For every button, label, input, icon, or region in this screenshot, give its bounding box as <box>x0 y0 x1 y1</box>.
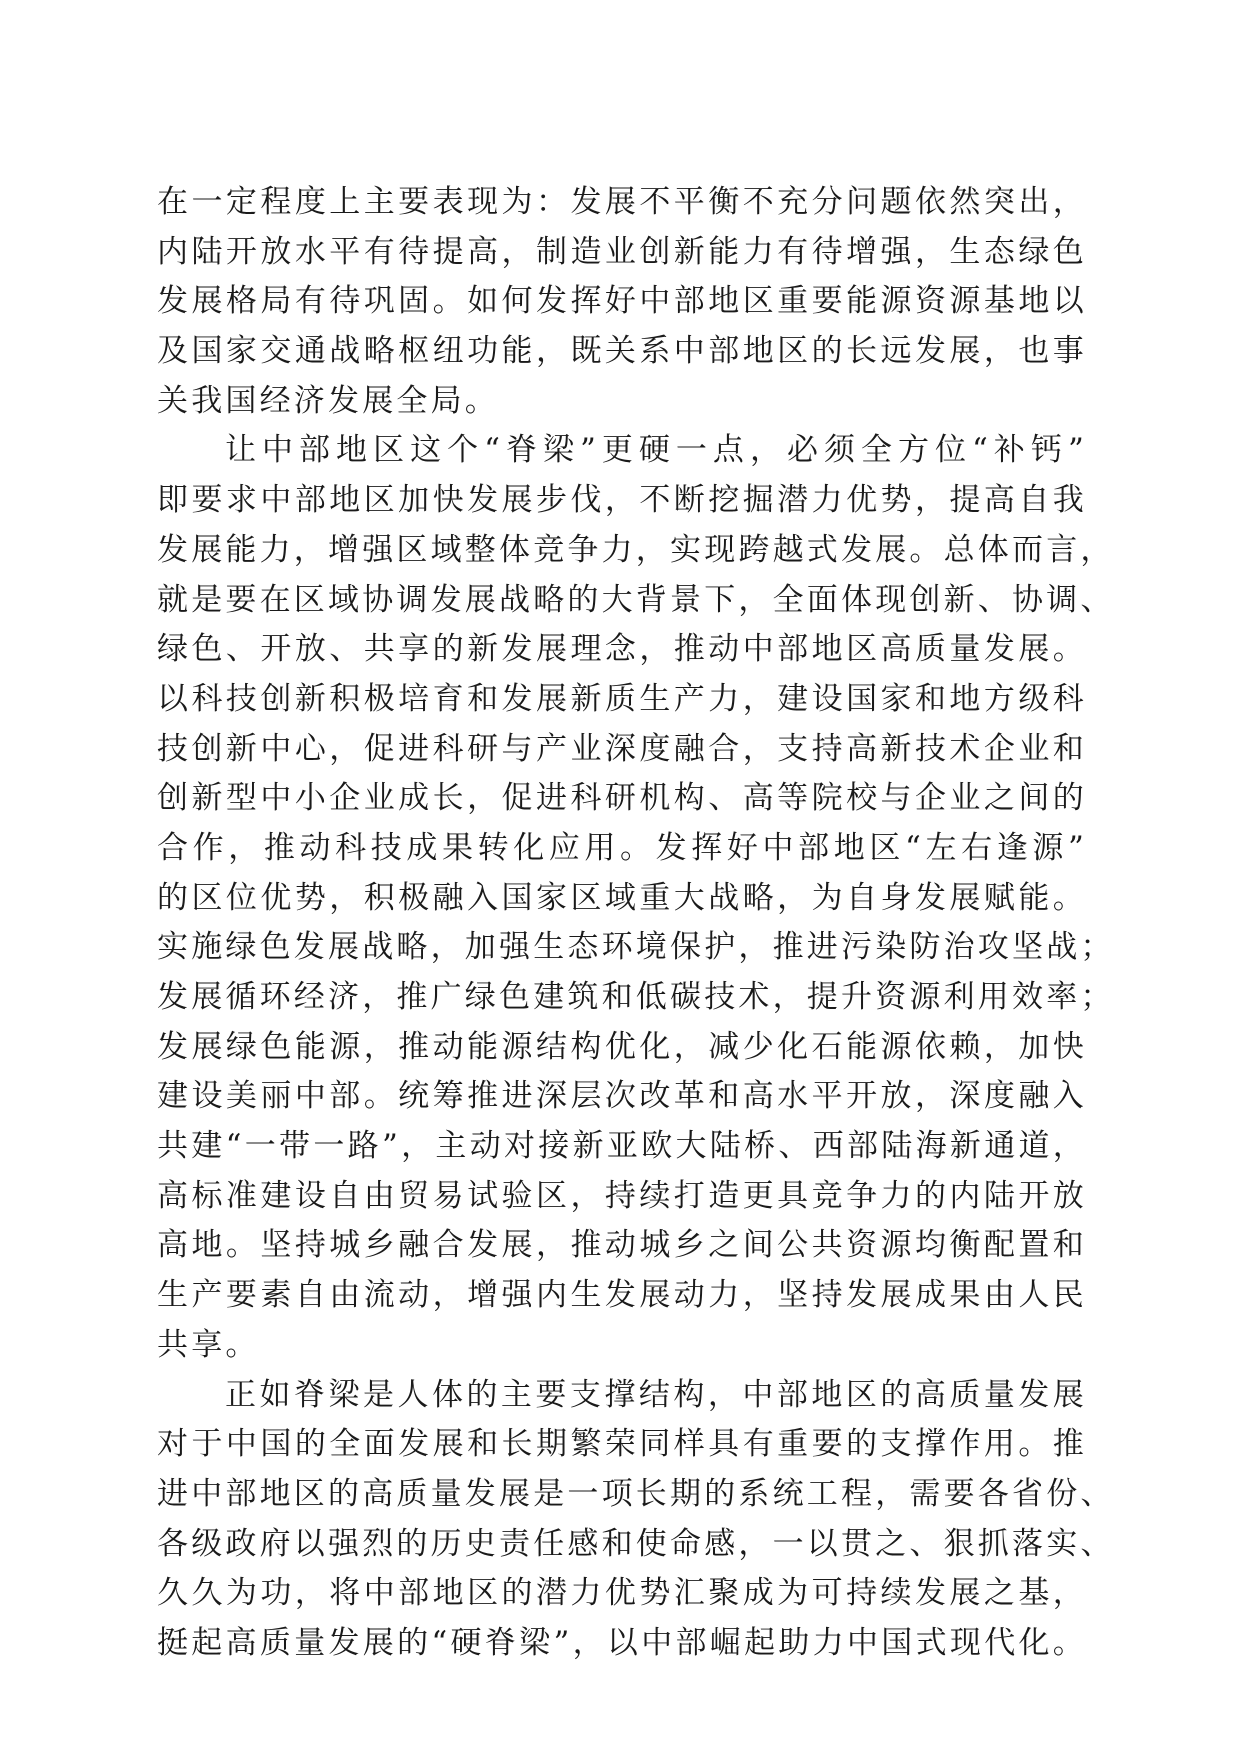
text-line: 对于中国的全面发展和长期繁荣同样具有重要的支撑作用。推 <box>157 1426 1087 1463</box>
text-line: 发展能力，增强区域整体竞争力，实现跨越式发展。总体而言， <box>157 531 1115 568</box>
text-line: 发展绿色能源，推动能源结构优化，减少化石能源依赖，加快 <box>157 1028 1087 1065</box>
text-line: 即要求中部地区加快发展步伐，不断挖掘潜力优势，提高自我 <box>157 482 1087 519</box>
text-line: 高地。坚持城乡融合发展，推动城乡之间公共资源均衡配置和 <box>157 1227 1087 1264</box>
text-line: 的区位优势，积极融入国家区域重大战略，为自身发展赋能。 <box>157 879 1087 916</box>
text-line: 在一定程度上主要表现为：发展不平衡不充分问题依然突出， <box>157 184 1087 220</box>
text-line: 建设美丽中部。统筹推进深层次改革和高水平开放，深度融入 <box>157 1078 1087 1115</box>
text-line: 共享。 <box>157 1326 260 1363</box>
paragraph-first-line: 正如脊梁是人体的主要支撑结构，中部地区的高质量发展 <box>225 1376 1087 1413</box>
text-line: 各级政府以强烈的历史责任感和使命感，一以贯之、狠抓落实、 <box>157 1525 1115 1562</box>
text-line: 挺起高质量发展的“硬脊梁”，以中部崛起助力中国式现代化。 <box>157 1624 1087 1661</box>
body-text <box>157 178 1115 1669</box>
text-line: 共建“一带一路”，主动对接新亚欧大陆桥、西部陆海新通道， <box>157 1128 1087 1165</box>
text-line: 实施绿色发展战略，加强生态环境保护，推进污染防治攻坚战； <box>157 929 1115 966</box>
paragraph-first-line: 让中部地区这个“脊梁”更硬一点，必须全方位“补钙” <box>225 432 1087 469</box>
text-line: 合作，推动科技成果转化应用。发挥好中部地区“左右逢源” <box>157 829 1087 866</box>
text-line: 技创新中心，促进科研与产业深度融合，支持高新技术企业和 <box>157 730 1087 767</box>
text-line: 生产要素自由流动，增强内生发展动力，坚持发展成果由人民 <box>157 1277 1087 1314</box>
text-line: 就是要在区域协调发展战略的大背景下，全面体现创新、协调、 <box>157 581 1115 618</box>
text-line: 以科技创新积极培育和发展新质生产力，建设国家和地方级科 <box>157 680 1087 717</box>
text-line: 高标准建设自由贸易试验区，持续打造更具竞争力的内陆开放 <box>157 1177 1087 1214</box>
text-line: 进中部地区的高质量发展是一项长期的系统工程，需要各省份、 <box>157 1475 1115 1512</box>
text-line: 关我国经济发展全局。 <box>157 382 499 419</box>
text-line: 及国家交通战略枢纽功能，既关系中部地区的长远发展，也事 <box>157 333 1087 370</box>
text-line: 发展格局有待巩固。如何发挥好中部地区重要能源资源基地以 <box>157 283 1087 320</box>
text-line: 创新型中小企业成长，促进科研机构、高等院校与企业之间的 <box>157 780 1087 817</box>
text-line: 久久为功，将中部地区的潜力优势汇聚成为可持续发展之基， <box>157 1575 1087 1612</box>
text-line: 发展循环经济，推广绿色建筑和低碳技术，提升资源利用效率； <box>157 979 1115 1015</box>
text-line: 绿色、开放、共享的新发展理念，推动中部地区高质量发展。 <box>157 631 1087 668</box>
text-line: 内陆开放水平有待提高，制造业创新能力有待增强，生态绿色 <box>157 233 1087 270</box>
